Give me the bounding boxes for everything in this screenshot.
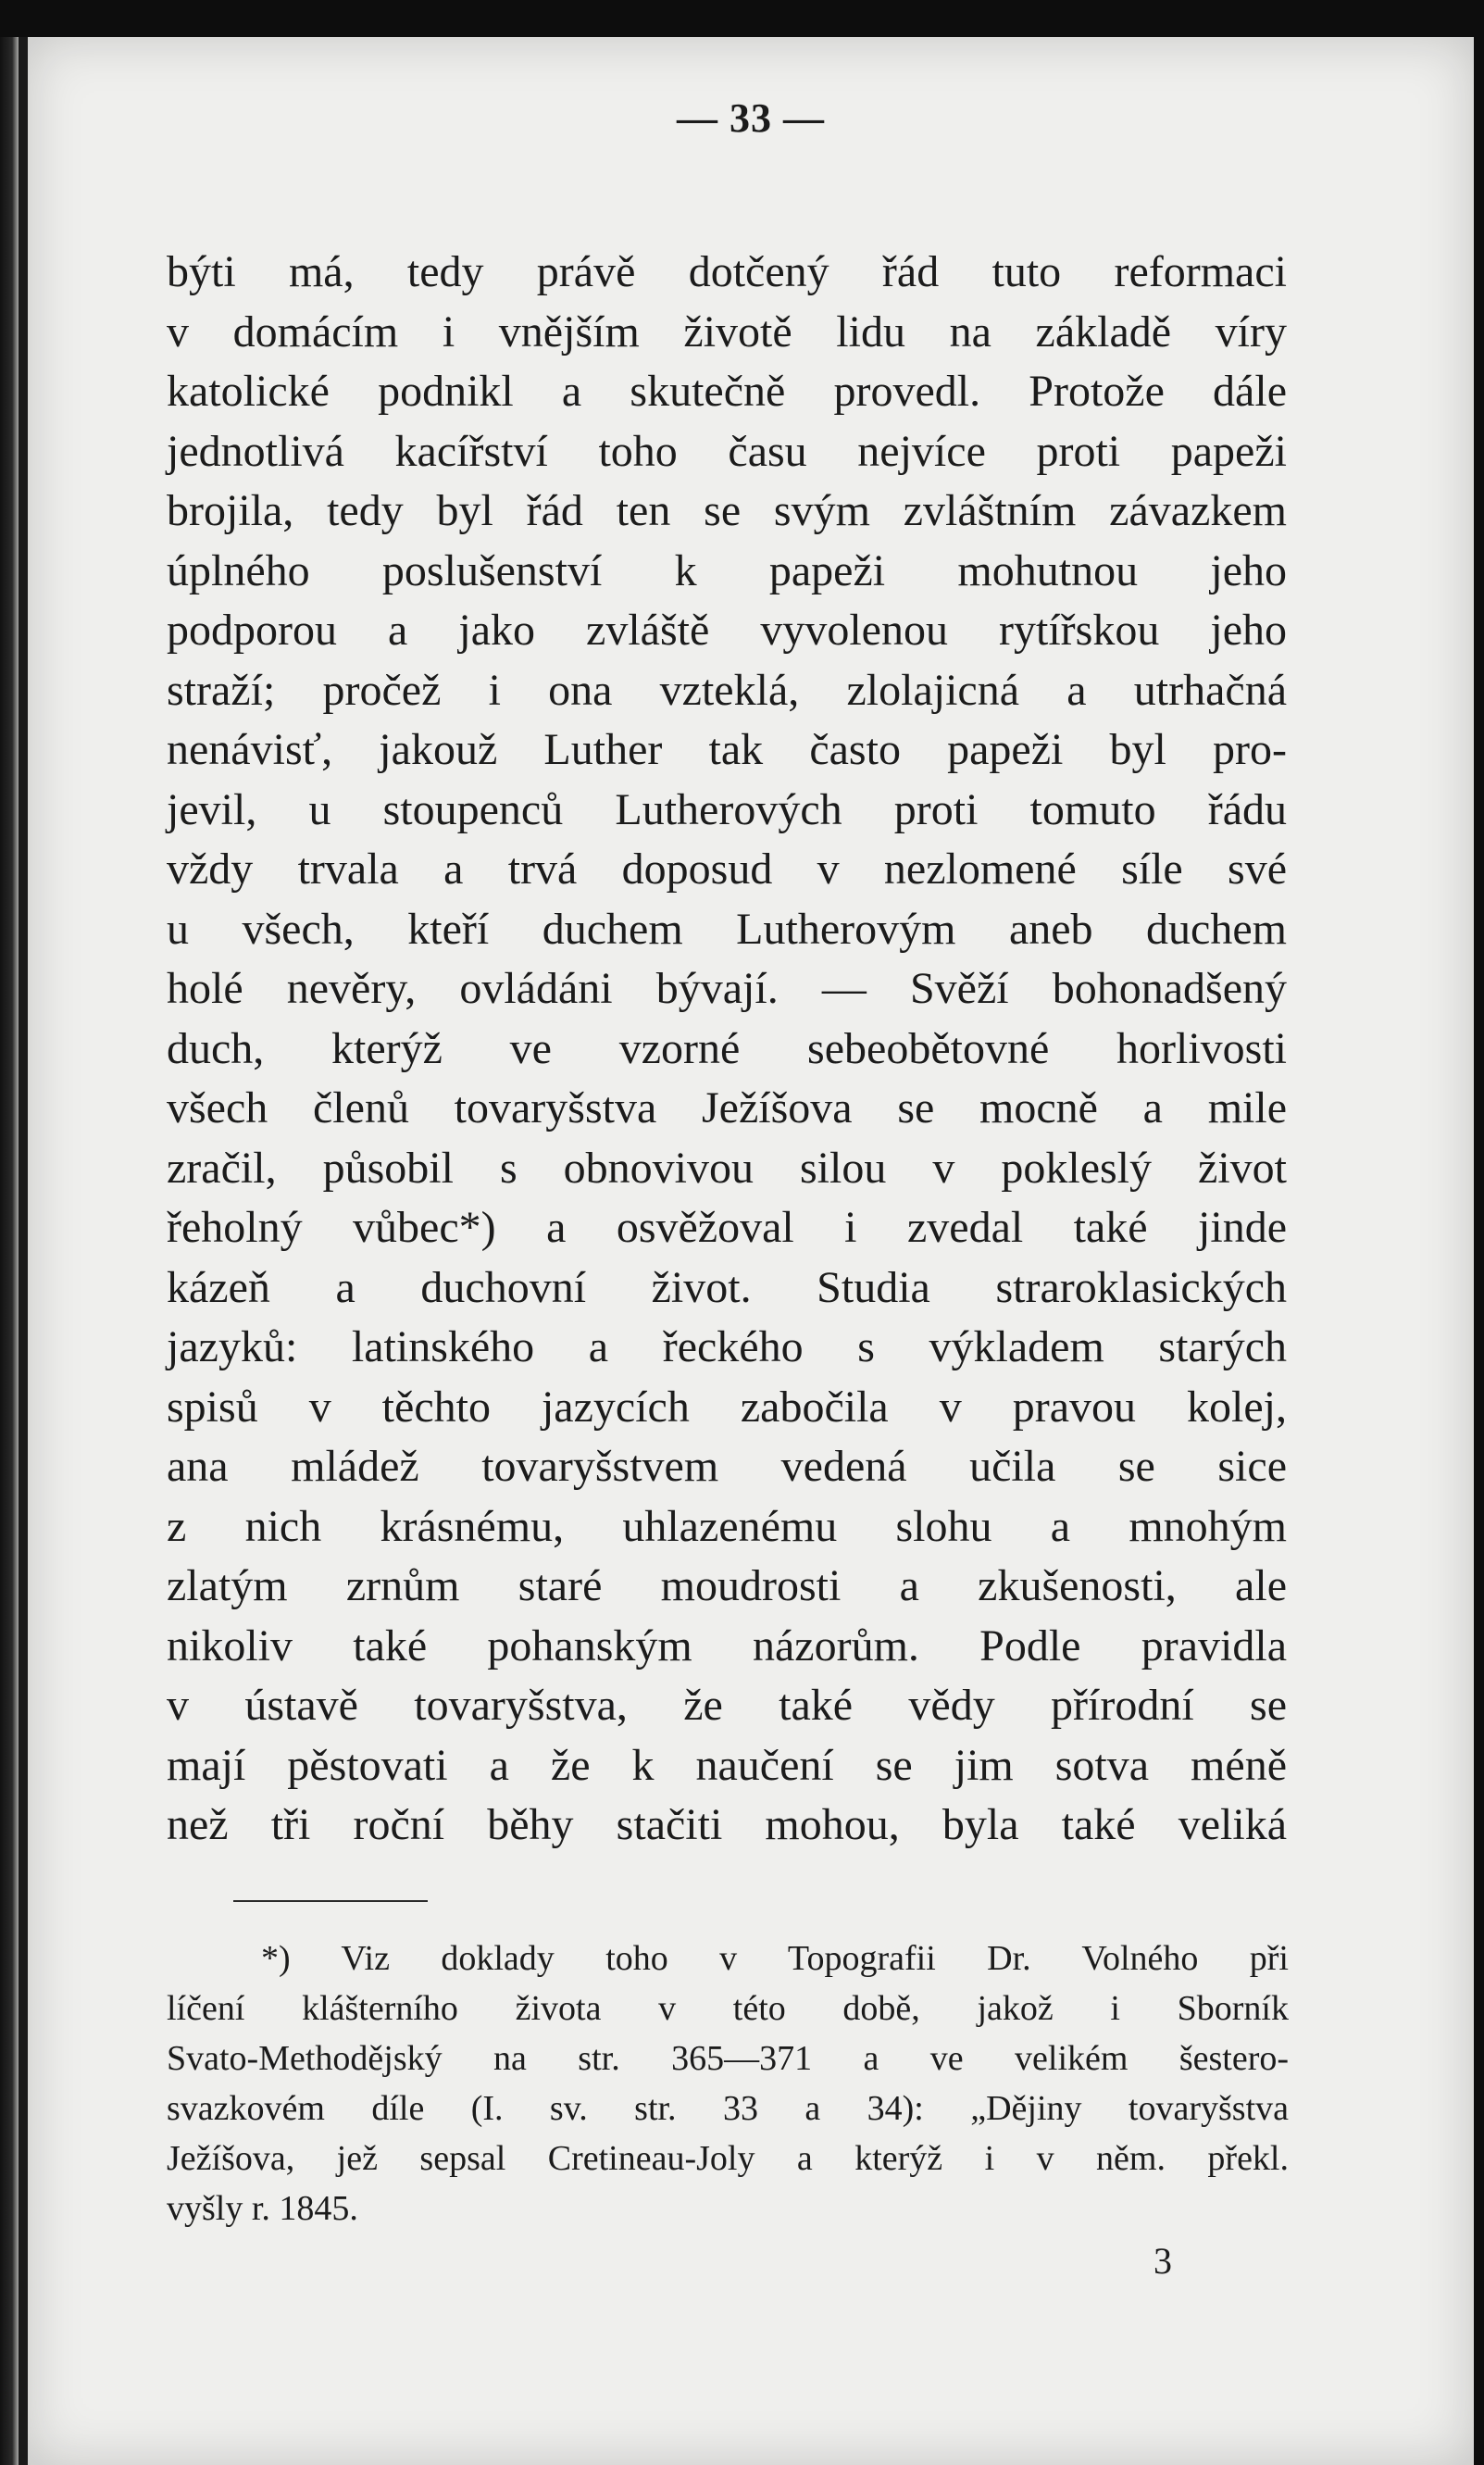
text-line: brojila, tedy byl řád ten se svým zvláštním závazkem bbox=[167, 486, 1287, 535]
text-line: všech členů tovaryšstva Ježíšova se mocně a mile bbox=[167, 1083, 1287, 1132]
text-line: býti má, tedy právě dotčený řád tuto reformaci bbox=[167, 247, 1287, 296]
text-line: úplného poslušenství k papeži mohutnou jeho bbox=[167, 545, 1287, 595]
signature-mark: 3 bbox=[1154, 2240, 1172, 2282]
footnote-line: svazkovém díle (I. sv. str. 33 a 34): „Dějiny tovaryšstva bbox=[167, 2089, 1289, 2128]
text-line: holé nevěry, ovládáni bývají. — Svěží bohonadšený bbox=[167, 964, 1287, 1013]
text-line: ana mládež tovaryšstvem vedená učila se sice bbox=[167, 1442, 1287, 1491]
page-number-header: — 33 — bbox=[677, 95, 825, 141]
text-line: z nich krásnému, uhlazenému slohu a mnohým bbox=[167, 1501, 1287, 1551]
body-text bbox=[167, 243, 1287, 1856]
footnote-separator bbox=[233, 1900, 428, 1902]
text-line: než tři roční běhy stačiti mohou, byla také veliká bbox=[167, 1800, 1287, 1849]
text-line: v ústavě tovaryšstva, že také vědy přírodní se bbox=[167, 1681, 1287, 1730]
text-line: jazyků: latinského a řeckého s výkladem starých bbox=[167, 1322, 1287, 1371]
text-line: duch, kterýž ve vzorné sebeobětovné horlivosti bbox=[167, 1023, 1287, 1073]
footnote-line: *) Viz doklady toho v Topografii Dr. Volného při bbox=[261, 1939, 1289, 1978]
text-line: zlatým zrnům staré moudrosti a zkušenosti, ale bbox=[167, 1561, 1287, 1610]
text-line: katolické podnikl a skutečně provedl. Protože dále bbox=[167, 367, 1287, 416]
text-line: podporou a jako zvláště vyvolenou rytířskou jeho bbox=[167, 606, 1287, 655]
text-line: u všech, kteří duchem Lutherovým aneb duchem bbox=[167, 904, 1287, 954]
text-line: jednotlivá kacířství toho času nejvíce proti papeži bbox=[167, 426, 1287, 476]
text-line: kázeň a duchovní život. Studia straroklasických bbox=[167, 1262, 1287, 1312]
page-edge-shadow bbox=[0, 37, 20, 2465]
text-line: straží; pročež i ona vzteklá, zlolajicná a utrhačná bbox=[167, 665, 1287, 715]
footnote-line: Svato-Methodějský na str. 365—371 a ve velikém šestero- bbox=[167, 2039, 1289, 2078]
text-line: řeholný vůbec*) a osvěžoval i zvedal také jinde bbox=[167, 1203, 1287, 1252]
footnote-line: líčení klášterního života v této době, jakož i Sborník bbox=[167, 1989, 1289, 2028]
text-line: nenávisť, jakouž Luther tak často papeži byl pro- bbox=[167, 725, 1287, 774]
text-line: vždy trvala a trvá doposud v nezlomené síle své bbox=[167, 845, 1287, 894]
text-line: nikoliv také pohanským názorům. Podle pravidla bbox=[167, 1620, 1287, 1670]
text-line: jevil, u stoupenců Lutherových proti tomuto řádu bbox=[167, 784, 1287, 834]
footnote-line: Ježíšova, jež sepsal Cretineau-Joly a kterýž i v něm. překl. bbox=[167, 2139, 1289, 2178]
footnote-line: vyšly r. 1845. bbox=[167, 2189, 358, 2228]
book-page bbox=[19, 37, 1474, 2465]
footnote bbox=[167, 1933, 1289, 2234]
text-line: mají pěstovati a že k naučení se jim sotva méně bbox=[167, 1740, 1287, 1790]
text-line: spisů v těchto jazycích zabočila v pravou kolej, bbox=[167, 1382, 1287, 1432]
text-line: zračil, působil s obnovivou silou v pokleslý život bbox=[167, 1143, 1287, 1193]
text-line: v domácím i vnějším životě lidu na základě víry bbox=[167, 307, 1287, 357]
